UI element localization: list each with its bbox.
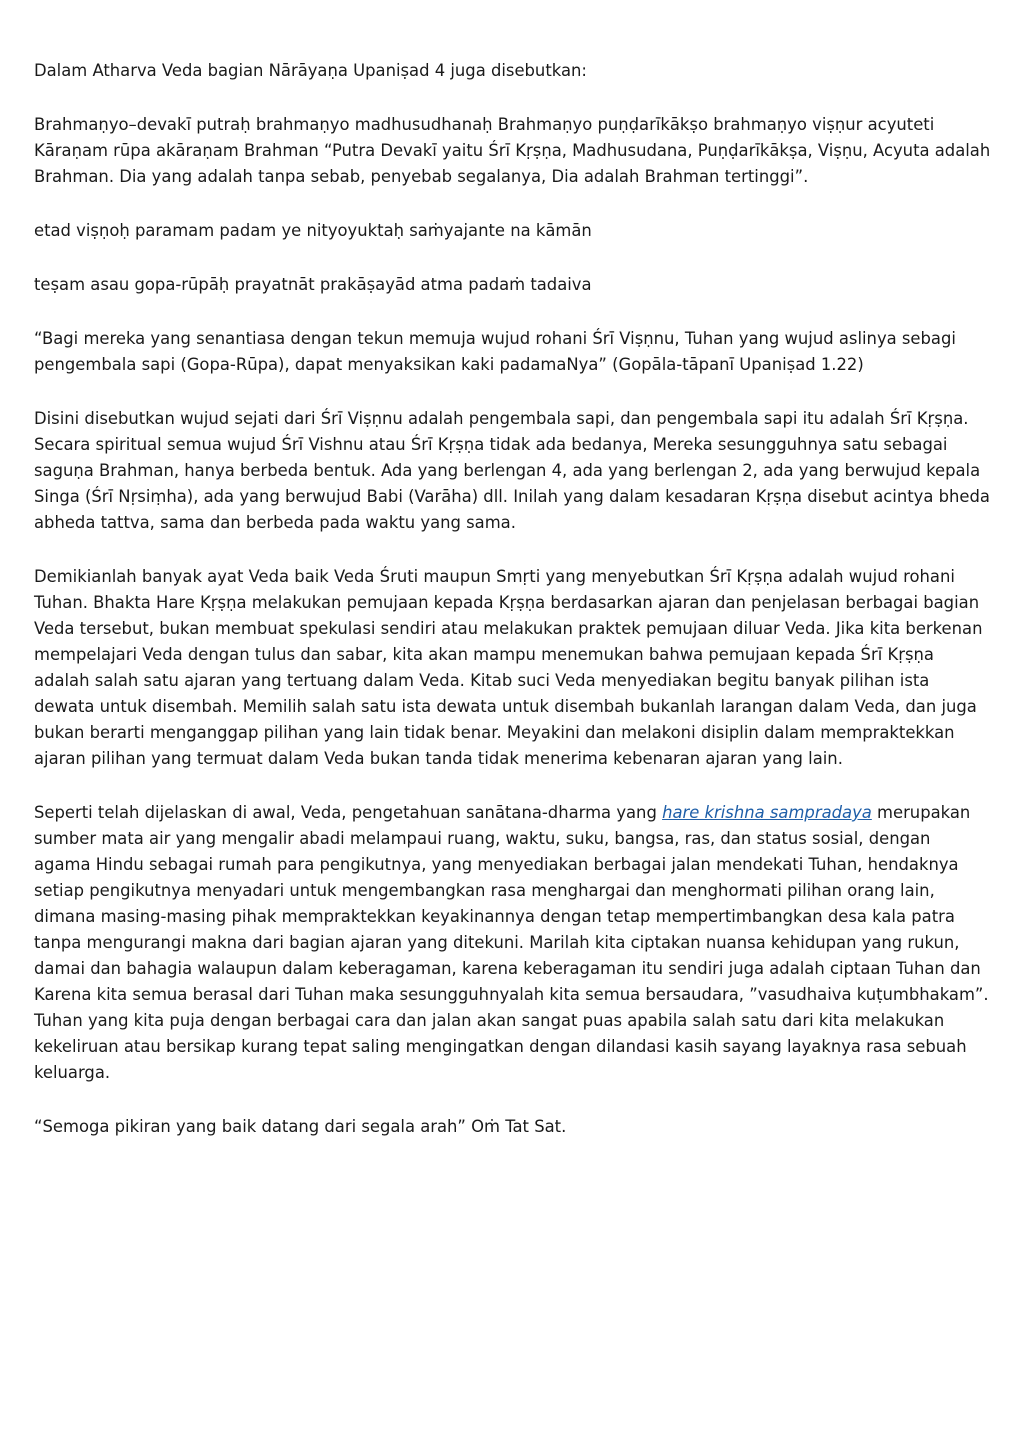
verse-line-2: teṣam asau gopa-rūpāḥ prayatnāt prakāṣayād atma padaṁ tadaiva (34, 275, 592, 294)
intro-paragraph: Dalam Atharva Veda bagian Nārāyaṇa Upaniṣad 4 juga disebutkan: (34, 61, 587, 80)
explanation-paragraph: Disini disebutkan wujud sejati dari Śrī Viṣṇnu adalah pengembala sapi, dan pengembala sapi itu adalah Śrī Kṛṣṇa. Secara spiritual semua wujud Śrī Vishnu atau Śrī Kṛṣṇa tidak ada bedanya, Mereka sesungguhnya satu sebagai saguṇa Brahman, hanya berbeda bentuk. Ada yang berlengan 4, ada yang berlengan 2, ada yang berwujud kepala Singa (Śrī Nṛsiṃha), ada yang berwujud Babi (Varāha) dll. Inilah yang dalam kesadaran Kṛṣṇa disebut acintya bheda abheda tattva, sama dan berbeda pada waktu yang sama. (34, 409, 990, 532)
mantra-paragraph: Brahmaṇyo–devakī putraḥ brahmaṇyo madhusudhanaḥ Brahmaṇyo puṇḍarīkākṣo brahmaṇyo viṣṇur acyuteti Kāraṇam rūpa akāraṇam Brahman “Putra Devakī yaitu Śrī Kṛṣṇa, Madhusudana, Puṇḍarīkākṣa, Viṣṇu, Acyuta adalah Brahman. Dia yang adalah tanpa sebab, penyebab segalanya, Dia adalah Brahman tertinggi”. (34, 115, 991, 186)
conclusion-text-before: Seperti telah dijelaskan di awal, Veda, pengetahuan sanātana-dharma yang (34, 803, 663, 822)
closing-paragraph: “Semoga pikiran yang baik datang dari segala arah” Oṁ Tat Sat. (34, 1117, 567, 1136)
conclusion-text-after: merupakan sumber mata air yang mengalir abadi melampaui ruang, waktu, suku, bangsa, ras, dan status sosial, dengan agama Hindu sebagai rumah para pengikutnya, yang menyediakan berbagai jalan mendekati Tuhan, hendaknya setiap pengikutnya menyadari untuk mengembangkan rasa menghargai dan menghormati pilihan orang lain, dimana masing-masing pihak mempraktekkan keyakinannya dengan tetap mempertimbangkan desa kala patra tanpa mengurangi makna dari bagian ajaran yang ditekuni. Marilah kita ciptakan nuansa kehidupan yang rukun, damai dan bahagia walaupun dalam keberagaman, karena keberagaman itu sendiri juga adalah ciptaan Tuhan dan Karena kita semua berasal dari Tuhan maka sesungguhnyalah kita semua bersaudara, ”vasudhaiva kuṭumbhakam”. Tuhan yang kita puja dengan berbagai cara dan jalan akan sangat puas apabila salah satu dari kita melakukan kekeliruan atau bersikap kurang tepat saling mengingatkan dengan dilandasi kasih sayang layaknya rasa sebuah keluarga. (34, 803, 989, 1082)
translation-paragraph: “Bagi mereka yang senantiasa dengan tekun memuja wujud rohani Śrī Viṣṇnu, Tuhan yang wujud aslinya sebagi pengembala sapi (Gopa-Rūpa), dapat menyaksikan kaki padamaNya” (Gopāla-tāpanī Upaniṣad 1.22) (34, 329, 956, 374)
conclusion-paragraph (34, 800, 992, 1086)
veda-paragraph: Demikianlah banyak ayat Veda baik Veda Śruti maupun Smṛti yang menyebutkan Śrī Kṛṣṇa adalah wujud rohani Tuhan. Bhakta Hare Kṛṣṇa melakukan pemujaan kepada Kṛṣṇa berdasarkan ajaran dan penjelasan berbagai bagian Veda tersebut, bukan membuat spekulasi sendiri atau melakukan praktek pemujaan diluar Veda. Jika kita berkenan mempelajari Veda dengan tulus dan sabar, kita akan mampu menemukan bahwa pemujaan kepada Śrī Kṛṣṇa adalah salah satu ajaran yang tertuang dalam Veda. Kitab suci Veda menyediakan begitu banyak pilihan ista dewata untuk disembah. Memilih salah satu ista dewata untuk disembah bukanlah larangan dalam Veda, dan juga bukan berarti menganggap pilihan yang lain tidak benar. Meyakini dan melakoni disiplin dalam mempraktekkan ajaran pilihan yang termuat dalam Veda bukan tanda tidak menerima kebenaran ajaran yang lain. (34, 567, 983, 768)
document-body (34, 58, 992, 1168)
verse-line-1: etad viṣṇoḥ paramam padam ye nityoyuktaḥ saṁyajante na kāmān (34, 221, 592, 240)
sampradaya-link[interactable]: hare krishna sampradaya (662, 803, 872, 822)
